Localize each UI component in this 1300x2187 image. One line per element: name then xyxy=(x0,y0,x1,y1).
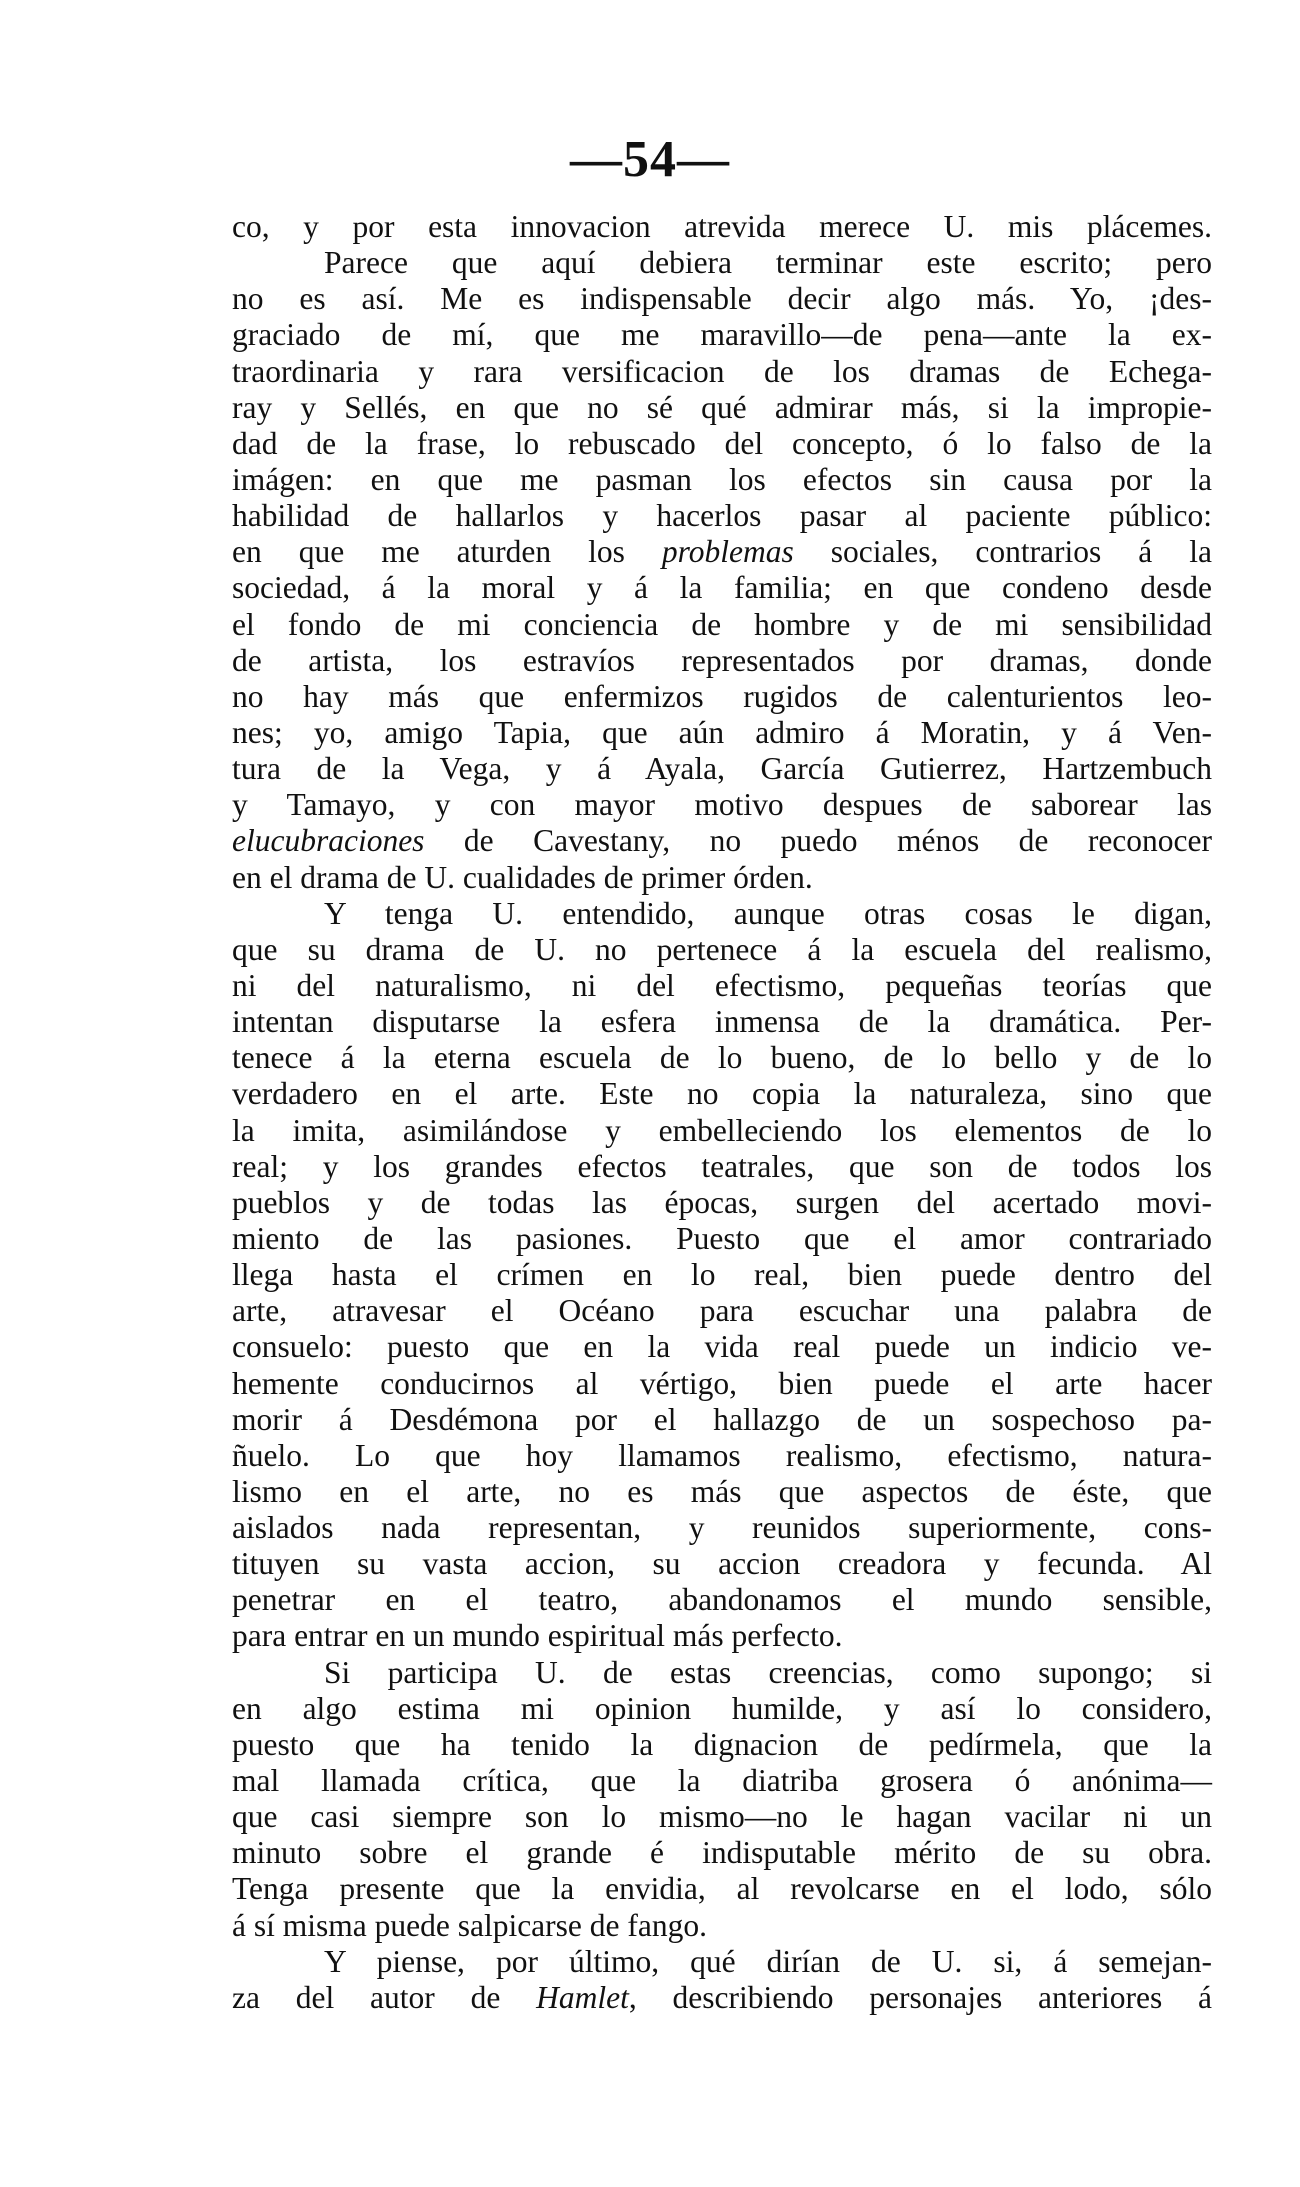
text-line: nes; yo, amigo Tapia, que aún admiro á Moratin, y á Ven- xyxy=(232,714,1212,750)
text-line: imágen: en que me pasman los efectos sin causa por la xyxy=(232,461,1212,497)
text-line: Tenga presente que la envidia, al revolcarse en el lodo, sólo xyxy=(232,1871,1212,1907)
italic-text: problemas xyxy=(661,534,794,570)
text-line: puesto que ha tenido la dignacion de pedírmela, que la xyxy=(232,1726,1212,1762)
text-line: el fondo de mi conciencia de hombre y de mi sensibilidad xyxy=(232,606,1212,642)
text-line: sociedad, á la moral y á la familia; en que condeno desde xyxy=(232,570,1212,606)
text-line: y Tamayo, y con mayor motivo despues de saborear las xyxy=(232,787,1212,823)
body-text xyxy=(232,209,1212,2016)
text-line: minuto sobre el grande é indisputable mérito de su obra. xyxy=(232,1835,1212,1871)
text-line: llega hasta el crímen en lo real, bien puede dentro del xyxy=(232,1257,1212,1293)
text-line: arte, atravesar el Océano para escuchar una palabra de xyxy=(232,1293,1212,1329)
text-line: en algo estima mi opinion humilde, y así lo considero, xyxy=(232,1690,1212,1726)
text-line: no hay más que enfermizos rugidos de calenturientos leo- xyxy=(232,678,1212,714)
text-line: co, y por esta innovacion atrevida merece U. mis plácemes. xyxy=(232,209,1212,244)
text-line: hemente conducirnos al vértigo, bien puede el arte hacer xyxy=(232,1365,1212,1401)
text-line: no es así. Me es indispensable decir algo más. Yo, ¡des- xyxy=(232,281,1212,317)
text-line: graciado de mí, que me maravillo—de pena—ante la ex- xyxy=(232,317,1212,353)
text-line: en el drama de U. cualidades de primer órden. xyxy=(232,859,813,895)
text-line: tenece á la eterna escuela de lo bueno, de lo bello y de lo xyxy=(232,1040,1212,1076)
page-number: —54— xyxy=(570,131,730,188)
text-line: lismo en el arte, no es más que aspectos de éste, que xyxy=(232,1473,1212,1509)
text-line: que su drama de U. no pertenece á la escuela del realismo, xyxy=(232,931,1212,967)
text-line: za del autor de Hamlet, describiendo personajes anteriores á xyxy=(232,1979,1212,2015)
text-line: á sí misma puede salpicarse de fango. xyxy=(232,1907,707,1943)
text-line: la imita, asimilándose y embelleciendo los elementos de lo xyxy=(232,1112,1212,1148)
text-line: intentan disputarse la esfera inmensa de la dramática. Per- xyxy=(232,1004,1212,1040)
text-line: morir á Desdémona por el hallazgo de un sospechoso pa- xyxy=(232,1401,1212,1437)
text-line: tura de la Vega, y á Ayala, García Gutierrez, Hartzembuch xyxy=(232,751,1212,787)
text-line: Si participa U. de estas creencias, como supongo; si xyxy=(324,1654,1212,1690)
text-line: aislados nada representan, y reunidos superiormente, cons- xyxy=(232,1510,1212,1546)
text-line: dad de la frase, lo rebuscado del concepto, ó lo falso de la xyxy=(232,425,1212,461)
text-line: ñuelo. Lo que hoy llamamos realismo, efectismo, natura- xyxy=(232,1437,1212,1473)
text-line: Parece que aquí debiera terminar este escrito; pero xyxy=(324,245,1212,281)
text-line: para entrar en un mundo espiritual más perfecto. xyxy=(232,1618,843,1654)
text-line: consuelo: puesto que en la vida real puede un indicio ve- xyxy=(232,1329,1212,1365)
text-line: mal llamada crítica, que la diatriba grosera ó anónima— xyxy=(232,1763,1212,1799)
text-line: real; y los grandes efectos teatrales, que son de todos los xyxy=(232,1148,1212,1184)
text-line: pueblos y de todas las épocas, surgen del acertado movi- xyxy=(232,1184,1212,1220)
text-line: Y piense, por último, qué dirían de U. si, á semejan- xyxy=(324,1943,1212,1979)
italic-text: Hamlet xyxy=(536,1979,629,2015)
text-line: habilidad de hallarlos y hacerlos pasar al paciente público: xyxy=(232,498,1212,534)
text-line: ray y Sellés, en que no sé qué admirar más, si la impropie- xyxy=(232,389,1212,425)
text-line: elucubraciones de Cavestany, no puedo ménos de reconocer xyxy=(232,823,1212,859)
text-line: tituyen su vasta accion, su accion creadora y fecunda. Al xyxy=(232,1546,1212,1582)
text-line: que casi siempre son lo mismo—no le hagan vacilar ni un xyxy=(232,1799,1212,1835)
text-line: miento de las pasiones. Puesto que el amor contrariado xyxy=(232,1220,1212,1256)
text-line: Y tenga U. entendido, aunque otras cosas le digan, xyxy=(324,895,1212,931)
text-line: traordinaria y rara versificacion de los dramas de Echega- xyxy=(232,353,1212,389)
text-line: penetrar en el teatro, abandonamos el mundo sensible, xyxy=(232,1582,1212,1618)
italic-text: elucubraciones xyxy=(232,823,425,859)
text-line: ni del naturalismo, ni del efectismo, pequeñas teorías que xyxy=(232,967,1212,1003)
text-line: verdadero en el arte. Este no copia la naturaleza, sino que xyxy=(232,1076,1212,1112)
text-line: de artista, los estravíos representados por dramas, donde xyxy=(232,642,1212,678)
text-line: en que me aturden los problemas sociales, contrarios á la xyxy=(232,534,1212,570)
